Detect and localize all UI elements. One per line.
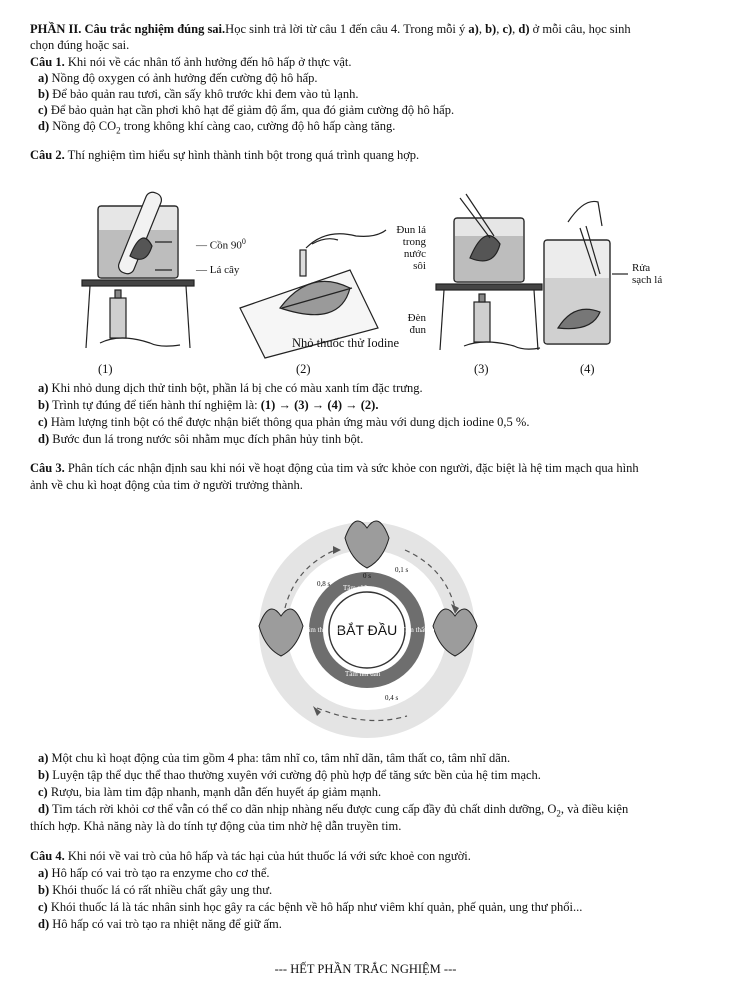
- q2-d-text: Bước đun lá trong nước sôi nhằm mục đích phân hủy tinh bột.: [49, 432, 364, 446]
- q1-c-key: c): [38, 103, 48, 117]
- heart-cycle-figure: [245, 498, 490, 743]
- q2-item-b: [38, 398, 711, 413]
- q3-d-text-post: , và điều kiện: [560, 802, 629, 816]
- q3-c-key: c): [38, 785, 48, 799]
- heart-cycle-diagram: [245, 498, 490, 743]
- ring-label-ventricular-relax: Tâm thất dãn: [303, 626, 340, 634]
- q3-stem: [30, 461, 711, 476]
- q2-a-text: Khi nhỏ dung dịch thử tinh bột, phần lá bị che có màu xanh tím đặc trưng.: [48, 381, 423, 395]
- q3-item-b: [38, 768, 711, 783]
- q3-item-a: [38, 751, 711, 766]
- opt-d: d): [518, 22, 530, 36]
- q3-b-text: Luyện tập thể dục thể thao thường xuyên với cường độ phù hợp để tăng sức bền của hệ tim mạch.: [49, 768, 541, 782]
- q3-b-key: b): [38, 768, 50, 782]
- label-den-dun: [390, 312, 426, 336]
- setup-4-illustration: [544, 201, 628, 344]
- q2-c-key: c): [38, 415, 48, 429]
- q4-stem-text: Khi nói về vai trò của hô hấp và tác hại của hút thuốc lá với sức khoẻ con người.: [64, 849, 471, 863]
- q4-label: Câu 4.: [30, 849, 65, 863]
- q1-a-key: a): [38, 71, 49, 85]
- q1-label: Câu 1.: [30, 55, 65, 69]
- opt-a: a): [468, 22, 479, 36]
- ring-label-ventricular-contract: Tâm thất co: [401, 626, 435, 634]
- q2-b-key: b): [38, 398, 50, 412]
- q3-d-key: d): [38, 802, 50, 816]
- q1-d-text-post: trong không khí càng cao, cường độ hô hấp càng tăng.: [120, 119, 396, 133]
- q2-c-text: Hàm lượng tinh bột có thể được nhận biết thông qua phản ứng màu với dung dịch iodine 0,5 %.: [47, 415, 530, 429]
- den-dun-2: đun: [409, 324, 426, 336]
- label-con: — Cồn $90^0$: [196, 237, 246, 252]
- setup-3-illustration: [436, 194, 542, 350]
- q3-item-d-line2: thích hợp. Khả năng này là do tính tự động của tim nhờ hệ dẫn truyền tim.: [30, 819, 402, 833]
- q3-d-text: Tim tách rời khỏi cơ thể vẫn có thể co dãn nhịp nhàng nếu được cung cấp đầy đủ chất dinh dưỡng, O: [49, 802, 557, 816]
- den-dun-1: Đèn: [407, 312, 426, 324]
- label-rua: [632, 262, 662, 286]
- time-0-4: 0,4 s: [385, 694, 399, 702]
- q1-item-d: [38, 119, 711, 139]
- q3-d-sub: 2: [556, 808, 561, 819]
- q4-item-d: [38, 917, 711, 932]
- time-0-8: 0,8 s: [317, 580, 331, 588]
- part-instruction-line2: chọn đúng hoặc sai.: [30, 38, 130, 52]
- q2-stem: [30, 148, 711, 163]
- setup-1-illustration: [82, 190, 194, 348]
- time-0: 0 s: [363, 572, 371, 580]
- opt-c: c): [502, 22, 513, 36]
- dun-la-4: sôi: [413, 260, 426, 272]
- q1-item-c: [38, 103, 711, 118]
- q1-d-text: Nồng độ CO: [49, 119, 117, 133]
- part-instruction-2: ở mỗi câu, học sinh: [529, 22, 631, 36]
- q4-d-text: Hô hấp có vai trò tạo ra nhiệt năng để giữ ấm.: [49, 917, 282, 931]
- fig-num-1: (1): [98, 362, 113, 376]
- rua-2: sạch lá: [632, 274, 663, 286]
- label-dun-la: [390, 224, 426, 272]
- q2-stem-text: Thí nghiệm tìm hiểu sự hình thành tinh bột trong quá trình quang hợp.: [64, 148, 420, 162]
- dun-la-2: trong: [402, 236, 426, 248]
- q4-c-text: Khói thuốc lá là tác nhân sinh học gây ra các bệnh về hô hấp như viêm khí quản, phế quản, ung thư phổi...: [47, 900, 583, 914]
- q2-item-d: [38, 432, 711, 447]
- caption-iodine: Nhỏ thuốc thử Iodine: [292, 336, 400, 350]
- q3-c-text: Rượu, bia làm tim đập nhanh, mạnh dẫn đến huyết áp giảm mạnh.: [47, 785, 382, 799]
- q4-d-key: d): [38, 917, 50, 931]
- rua-1: Rửa: [632, 262, 651, 274]
- label-con-sup: 0: [241, 237, 246, 246]
- q1-d-sub: 2: [116, 125, 121, 136]
- q1-stem-text: Khi nói về các nhân tố ảnh hưởng đến hô hấp ở thực vật.: [64, 55, 352, 69]
- label-la-cay: — Lá cây: [196, 264, 240, 276]
- opt-b: b): [485, 22, 497, 36]
- dun-la-1: Đun lá: [396, 224, 426, 236]
- q2-b-sequence: (1) → (3) → (4) → (2).: [260, 398, 379, 412]
- q4-a-key: a): [38, 866, 49, 880]
- time-0-1: 0,1 s: [395, 566, 409, 574]
- q2-item-a: [38, 381, 711, 396]
- q2-b-text: Trình tự đúng để tiến hành thí nghiệm là:: [49, 398, 261, 412]
- q1-item-b: [38, 87, 711, 102]
- q1-b-key: b): [38, 87, 50, 101]
- q2-item-c: [38, 415, 711, 430]
- dun-la-3: nước: [403, 248, 426, 260]
- q1-a-text: Nồng độ oxygen có ảnh hưởng đến cường độ hô hấp.: [48, 71, 318, 85]
- ring-label-atrial-relax: Tâm nhĩ dãn: [345, 670, 381, 678]
- q4-stem: [30, 849, 711, 864]
- part-heading: PHẦN II. Câu trắc nghiệm đúng sai.Học sinh trả lời từ câu 1 đến câu 4. Trong mỗi ý a), b), c), d) ở mỗi câu, học sinh: [30, 22, 631, 36]
- q1-d-key: d): [38, 119, 50, 133]
- center-label: BẮT ĐẦU: [336, 622, 398, 638]
- q3-a-key: a): [38, 751, 49, 765]
- label-la-cay-text: Lá cây: [209, 264, 240, 276]
- fig-num-4: (4): [580, 362, 595, 376]
- part-title: PHẦN II. Câu trắc nghiệm đúng sai.: [30, 22, 226, 36]
- q4-item-a: [38, 866, 711, 881]
- q2-label: Câu 2.: [30, 148, 65, 162]
- q2-a-key: a): [38, 381, 49, 395]
- q3-item-c: [38, 785, 711, 800]
- part-instruction: Học sinh trả lời từ câu 1 đến câu 4. Trong mỗi ý: [225, 22, 469, 36]
- q4-item-c: [38, 900, 711, 915]
- q4-b-text: Khói thuốc lá có rất nhiều chất gây ung thư.: [49, 883, 273, 897]
- q4-c-key: c): [38, 900, 48, 914]
- q4-b-key: b): [38, 883, 50, 897]
- footer-end: --- HẾT PHẦN TRẮC NGHIỆM ---: [274, 962, 457, 976]
- q1-item-a: [38, 71, 711, 86]
- q1-stem: [30, 55, 711, 70]
- label-con-text: Cồn 90: [209, 239, 242, 252]
- q1-c-text: Để bảo quản hạt cần phơi khô hạt để giảm độ ẩm, qua đó giảm cường độ hô hấp.: [47, 103, 455, 117]
- q3-a-text: Một chu kì hoạt động của tim gồm 4 pha: tâm nhĩ co, tâm nhĩ dãn, tâm thất co, tâm nhĩ dãn.: [48, 751, 511, 765]
- ring-label-atrial-contract: Tâm nhĩ co: [343, 584, 375, 592]
- q3-stem-text: Phân tích các nhận định sau khi nói về hoạt động của tim và sức khỏe con người, đặc biệt là hệ tim mạch qua hình: [64, 461, 639, 475]
- fig-num-3: (3): [474, 362, 489, 376]
- q1-b-text: Để bảo quản rau tươi, cần sấy khô trước khi đem vào tủ lạnh.: [49, 87, 359, 101]
- q3-stem-line2: ảnh về chu kì hoạt động của tim ở người trưởng thành.: [30, 478, 303, 492]
- fig-num-2: (2): [296, 362, 311, 376]
- q4-a-text: Hô hấp có vai trò tạo ra enzyme cho cơ thể.: [48, 866, 270, 880]
- q4-item-b: [38, 883, 711, 898]
- experiment-figure: [60, 178, 700, 378]
- q3-label: Câu 3.: [30, 461, 65, 475]
- q2-d-key: d): [38, 432, 50, 446]
